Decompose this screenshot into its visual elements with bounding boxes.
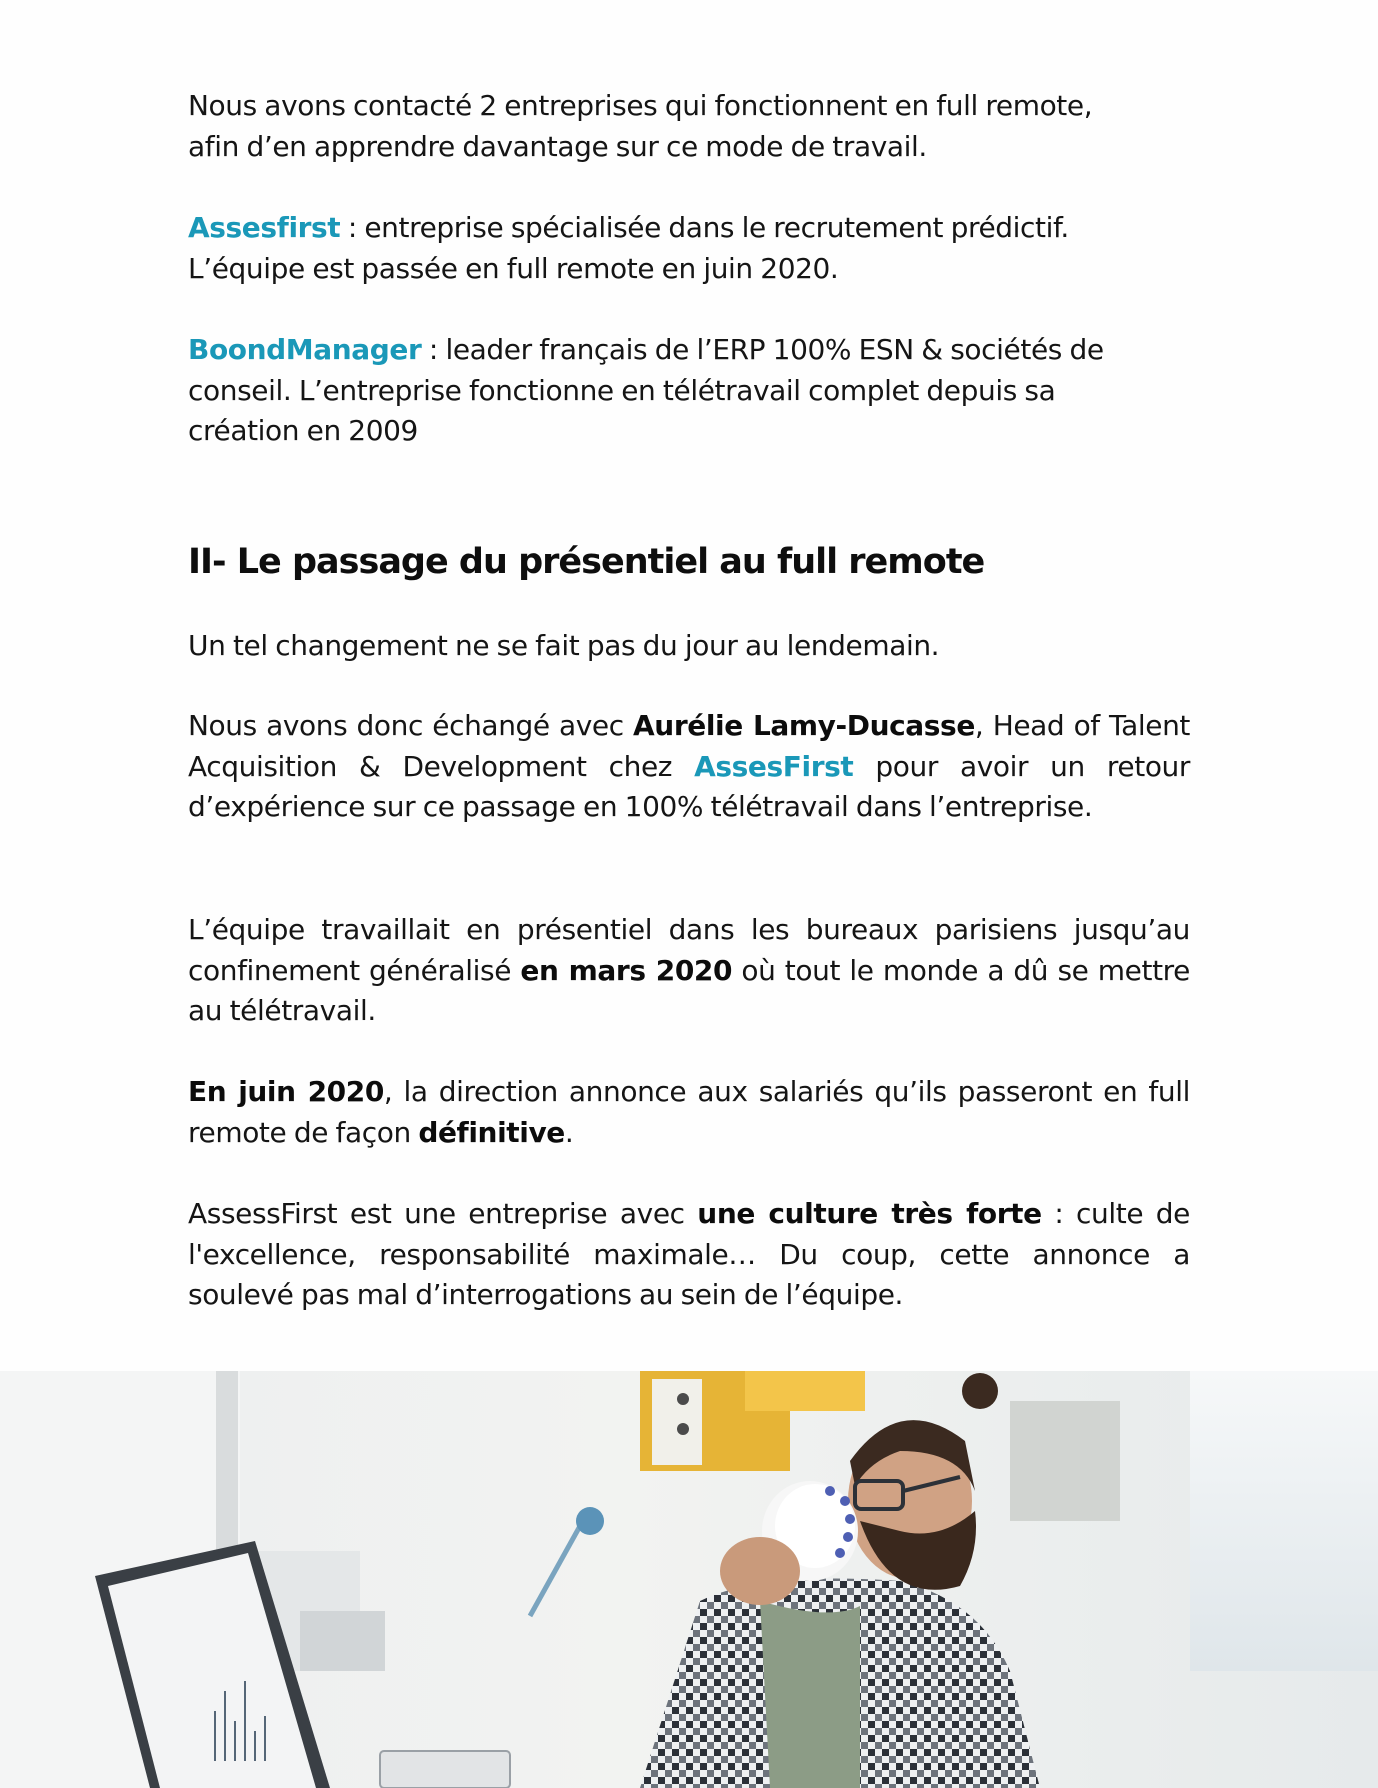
company-boondmanager: BoondManager : leader français de l’ERP 100% ESN & sociétés de conseil. L’entreprise fonctionne en télétravail complet depuis sa création en 2009 [188,333,1104,447]
keyword-highlight: une culture très forte [697,1197,1042,1230]
paragraph: Un tel changement ne se fait pas du jour au lendemain. [188,629,940,662]
date-highlight: en mars 2020 [520,953,733,987]
company-name-assesfirst: Assesfirst [188,211,341,244]
paragraph-presentiel: L’équipe travaillait en présentiel dans les bureaux parisiens jusqu’au confinement généralisé en mars 2020 où tout le monde a dû se mettre au télétravail. [188,913,1190,1027]
company-description: leader français de l’ERP 100% ESN & sociétés de [445,333,1104,366]
company-name-assesfirst-inline: AssesFirst [694,749,854,783]
keyword-highlight: définitive [418,1115,565,1149]
intro-paragraph [188,86,1092,167]
intro-line-2: afin d’en apprendre davantage sur ce mode de travail. [188,129,927,163]
remote-worker-illustration [0,1371,1378,1788]
company-assesfirst: Assesfirst : entreprise spécialisée dans le recrutement prédictif. L’équipe est passée en full remote en juin 2020. [188,211,1069,285]
date-highlight: En juin 2020 [188,1075,384,1108]
section-heading: II- Le passage du présentiel au full remote [188,542,985,582]
person-name: Aurélie Lamy-Ducasse [633,709,975,742]
paragraph-announcement: En juin 2020, la direction annonce aux salariés qu’ils passeront en full remote de façon définitive. [188,1075,1190,1149]
paragraph-culture: AssessFirst est une entreprise avec une culture très forte : culte de l'excellence, responsabilité maximale… Du coup, cette annonce a soulevé pas mal d’interrogations au sein de l’équipe. [188,1197,1190,1311]
company-description: L’équipe est passée en full remote en juin 2020. [188,251,839,285]
company-description: entreprise spécialisée dans le recrutement prédictif. [364,211,1069,244]
company-description: conseil. L’entreprise fonctionne en télétravail complet depuis sa [188,373,1056,407]
company-description: création en 2009 [188,414,418,447]
illustration-photo [0,1371,1378,1788]
company-name-boondmanager: BoondManager [188,333,422,366]
paragraph-interview: Nous avons donc échangé avec Aurélie Lamy-Ducasse, Head of Talent Acquisition & Development chez AssesFirst pour avoir un retour d’expérience sur ce passage en 100% télétravail dans l’entreprise. [188,709,1191,823]
intro-line-1: Nous avons contacté 2 entreprises qui fonctionnent en full remote, [188,89,1093,122]
